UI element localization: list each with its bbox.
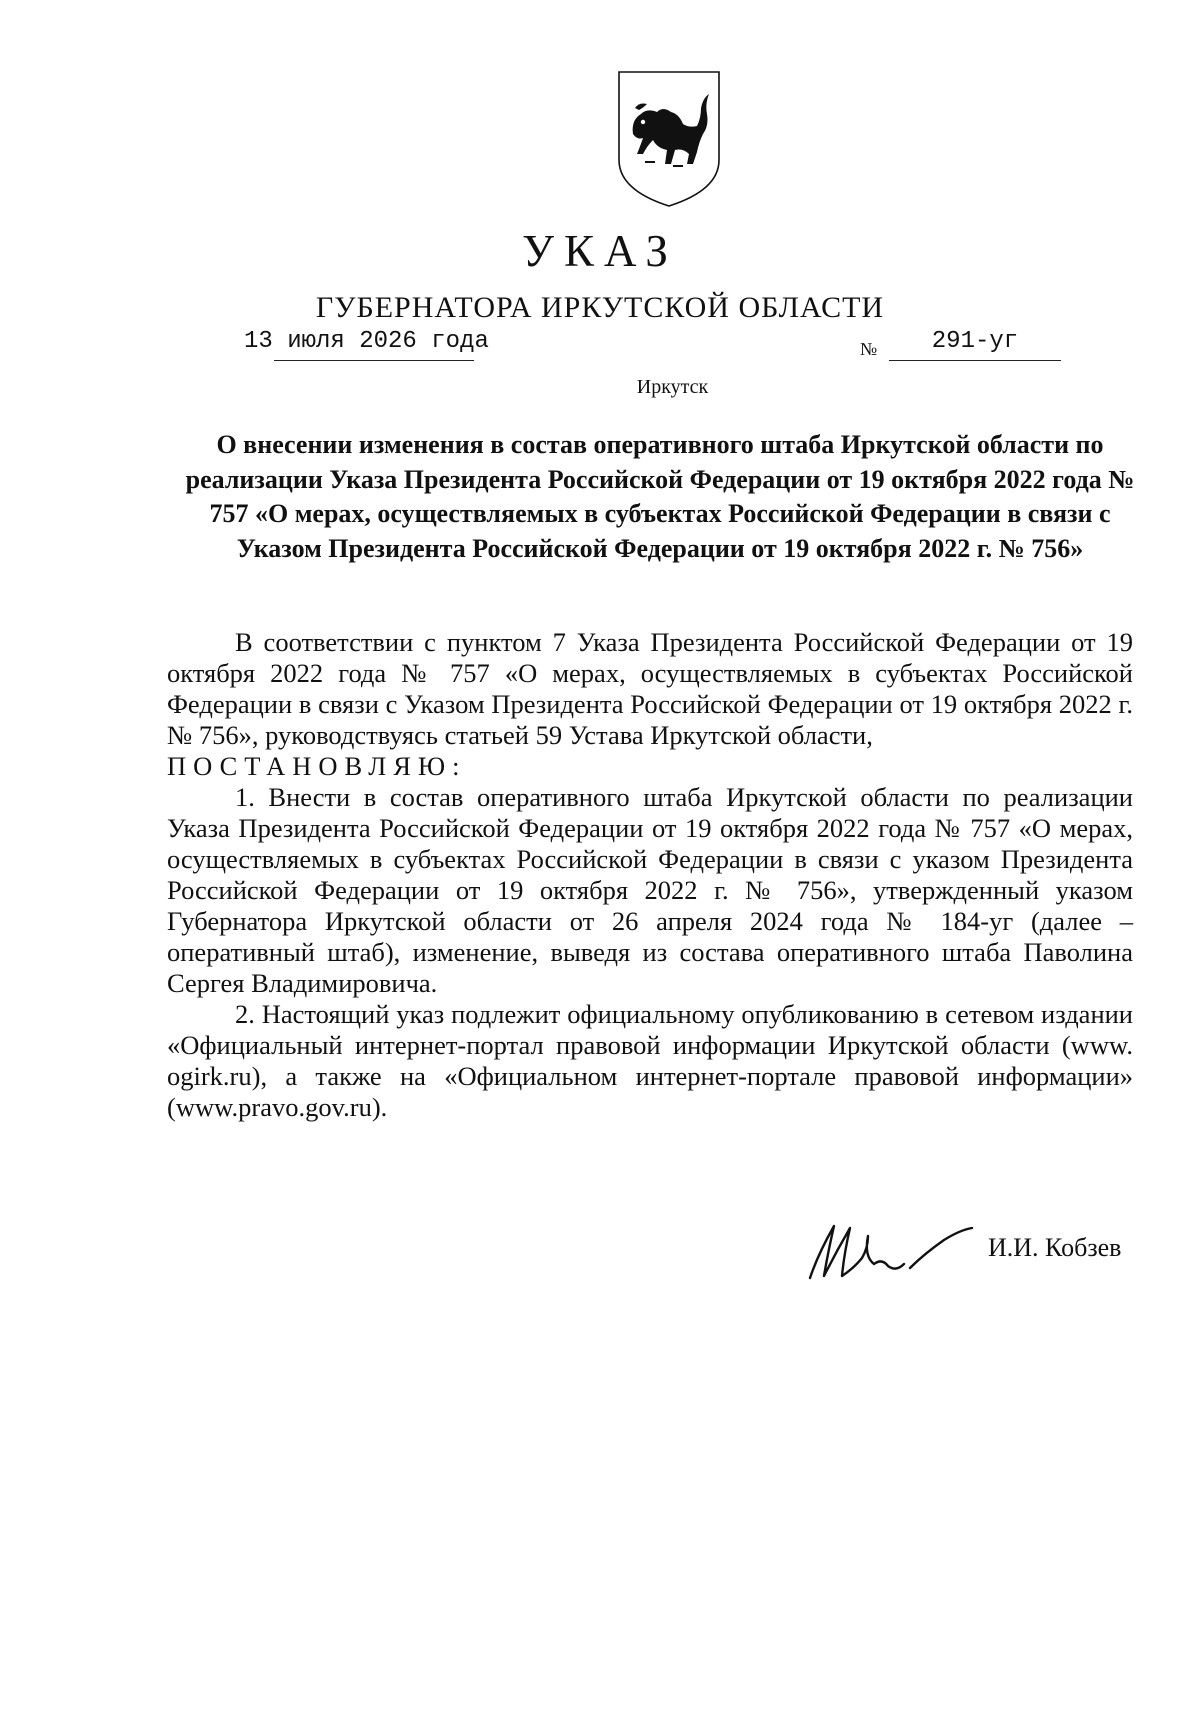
- document-title: О внесении изменения в состав оперативного штаба Иркутской области по реализации Указа Президента Российской Федерации от 19 октября 2022 года № 757 «О мерах, осуществляемых в субъектах Российской Федерации в связи с Указом Президента Российской Федерации от 19 октября 2022 г. № 756»: [185, 430, 1135, 563]
- document-type: УКАЗ: [522, 226, 678, 276]
- item-paragraph-2: 2. Настоящий указ подлежит официальному опубликованию в сетевом издании «Официальный интернет-портал правовой информации Иркутской области (www. ogirk.ru), а также на «Официальном интернет-портале правовой информации» (www.pravo.gov.ru).: [167, 999, 1133, 1122]
- document-body: [167, 627, 1133, 1123]
- document-date: [244, 328, 489, 361]
- document-number: 291-уг: [889, 328, 1061, 361]
- decree-word: ПОСТАНОВЛЯЮ:: [167, 751, 467, 781]
- item-paragraph-1: 1. Внести в состав оперативного штаба Иркутской области по реализации Указа Президента Российской Федерации от 19 октября 2022 года № 757 «О мерах, осуществляемых в субъектах Российской Федерации в связи с указом Президента Российской Федерации от 19 октября 2022 г. № 756», утвержденный указом Губернатора Иркутской области от 26 апреля 2024 года № 184-уг (далее – оперативный штаб), изменение, выведя из состава оперативного штаба Паволина Сергея Владимировича.: [167, 782, 1133, 998]
- issue-city: Иркутск: [636, 376, 709, 398]
- document-date-value: 13 июля 2026 года: [244, 328, 489, 355]
- preamble-paragraph: В соответствии с пунктом 7 Указа Президента Российской Федерации от 19 октября 2022 года № 757 «О мерах, осуществляемых в субъектах Российской Федерации в связи с Указом Президента Российской Федерации от 19 октября 2022 г. № 756», руководствуясь статьей 59 Устава Иркутской области,: [167, 627, 1133, 750]
- irkutsk-coat-of-arms-icon: [613, 68, 725, 210]
- signer-name: И.И. Кобзев: [988, 1233, 1122, 1262]
- number-sign: №: [860, 339, 878, 359]
- handwritten-signature-icon: [804, 1218, 984, 1284]
- issuing-authority: ГУБЕРНАТОРА ИРКУТСКОЙ ОБЛАСТИ: [315, 291, 885, 324]
